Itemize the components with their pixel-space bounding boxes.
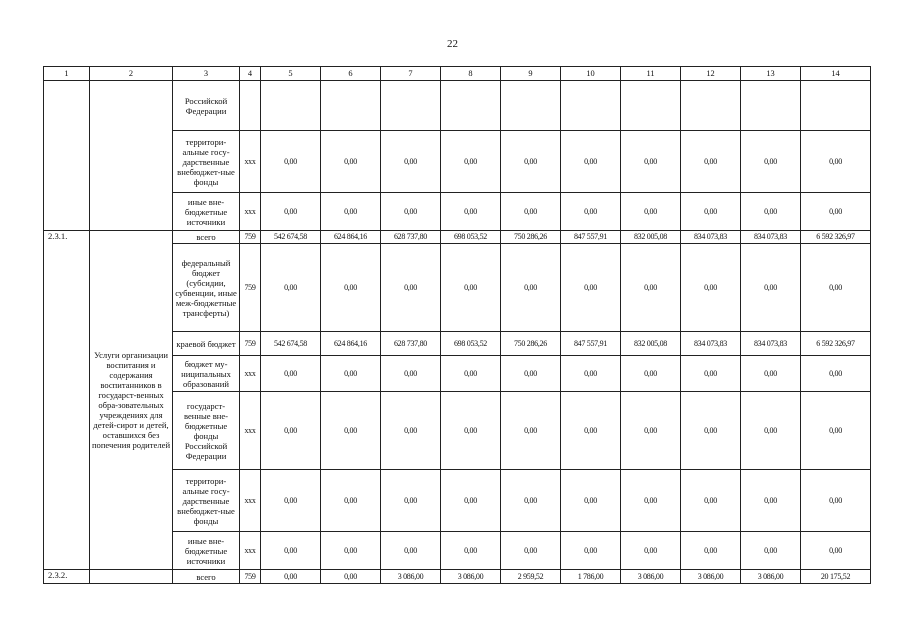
amount-cell: 0,00 xyxy=(261,193,321,231)
funding-source: Российской Федерации xyxy=(173,81,240,131)
column-number: 2 xyxy=(90,67,173,81)
amount-cell: 750 286,26 xyxy=(501,231,561,244)
amount-cell: 0,00 xyxy=(501,532,561,570)
amount-cell: 0,00 xyxy=(501,470,561,532)
amount-cell: 0,00 xyxy=(501,392,561,470)
amount-cell: 0,00 xyxy=(261,244,321,332)
amount-cell: 0,00 xyxy=(801,356,871,392)
amount-cell: 0,00 xyxy=(741,244,801,332)
funding-source: территори-альные госу-дарственные внебюджет-ные фонды xyxy=(173,470,240,532)
amount-cell: 628 737,80 xyxy=(381,332,441,356)
amount-cell: 0,00 xyxy=(621,193,681,231)
table-body xyxy=(44,67,871,584)
amount-cell: 750 286,26 xyxy=(501,332,561,356)
page-number: 22 xyxy=(447,38,458,50)
funding-source: иные вне-бюджетные источники xyxy=(173,193,240,231)
amount-cell: 847 557,91 xyxy=(561,231,621,244)
funding-source: бюджет му-ниципальных образований xyxy=(173,356,240,392)
amount-cell: 542 674,58 xyxy=(261,332,321,356)
amount-cell: 0,00 xyxy=(801,532,871,570)
amount-cell: 0,00 xyxy=(441,470,501,532)
column-number: 8 xyxy=(441,67,501,81)
column-number: 11 xyxy=(621,67,681,81)
amount-cell: 1 786,00 xyxy=(561,570,621,584)
amount-cell: 6 592 326,97 xyxy=(801,332,871,356)
amount-cell: 0,00 xyxy=(441,532,501,570)
amount-cell: 0,00 xyxy=(381,244,441,332)
amount-cell: 834 073,83 xyxy=(741,332,801,356)
column-number: 12 xyxy=(681,67,741,81)
amount-cell: 3 086,00 xyxy=(621,570,681,584)
amount-cell xyxy=(441,81,501,131)
amount-cell: 0,00 xyxy=(261,532,321,570)
amount-cell: 832 005,08 xyxy=(621,231,681,244)
amount-cell xyxy=(501,81,561,131)
amount-cell: 0,00 xyxy=(261,356,321,392)
amount-cell: 0,00 xyxy=(321,131,381,193)
amount-cell xyxy=(381,81,441,131)
funding-source: всего xyxy=(173,570,240,584)
amount-cell: 0,00 xyxy=(561,392,621,470)
amount-cell: 0,00 xyxy=(621,244,681,332)
amount-cell: 0,00 xyxy=(441,392,501,470)
service-name xyxy=(90,570,173,584)
amount-cell: 0,00 xyxy=(381,470,441,532)
column-number: 14 xyxy=(801,67,871,81)
amount-cell xyxy=(261,81,321,131)
amount-cell: 0,00 xyxy=(501,244,561,332)
amount-cell: 698 053,52 xyxy=(441,332,501,356)
amount-cell: 0,00 xyxy=(441,131,501,193)
amount-cell: 0,00 xyxy=(321,532,381,570)
funding-source: всего xyxy=(173,231,240,244)
amount-cell: 2 959,52 xyxy=(501,570,561,584)
budget-code: ххх xyxy=(240,532,261,570)
amount-cell: 6 592 326,97 xyxy=(801,231,871,244)
amount-cell: 0,00 xyxy=(441,244,501,332)
amount-cell: 0,00 xyxy=(561,244,621,332)
amount-cell: 0,00 xyxy=(801,470,871,532)
budget-code: ххх xyxy=(240,470,261,532)
amount-cell: 0,00 xyxy=(501,131,561,193)
amount-cell: 834 073,83 xyxy=(681,332,741,356)
amount-cell: 0,00 xyxy=(561,532,621,570)
amount-cell: 624 864,16 xyxy=(321,332,381,356)
amount-cell: 0,00 xyxy=(621,470,681,532)
amount-cell: 0,00 xyxy=(681,193,741,231)
amount-cell: 0,00 xyxy=(501,193,561,231)
amount-cell: 0,00 xyxy=(501,356,561,392)
amount-cell: 3 086,00 xyxy=(741,570,801,584)
item-number xyxy=(44,81,90,231)
amount-cell xyxy=(621,81,681,131)
budget-code: 759 xyxy=(240,231,261,244)
amount-cell xyxy=(801,81,871,131)
amount-cell xyxy=(741,81,801,131)
amount-cell: 0,00 xyxy=(681,470,741,532)
column-number: 3 xyxy=(173,67,240,81)
amount-cell: 0,00 xyxy=(441,193,501,231)
amount-cell: 0,00 xyxy=(681,392,741,470)
amount-cell: 0,00 xyxy=(381,392,441,470)
amount-cell: 3 086,00 xyxy=(681,570,741,584)
amount-cell: 0,00 xyxy=(561,356,621,392)
amount-cell: 0,00 xyxy=(681,131,741,193)
amount-cell: 0,00 xyxy=(621,131,681,193)
amount-cell: 834 073,83 xyxy=(681,231,741,244)
amount-cell: 0,00 xyxy=(321,392,381,470)
amount-cell: 3 086,00 xyxy=(381,570,441,584)
amount-cell: 847 557,91 xyxy=(561,332,621,356)
budget-code: ххх xyxy=(240,392,261,470)
amount-cell: 0,00 xyxy=(321,470,381,532)
amount-cell: 0,00 xyxy=(801,131,871,193)
amount-cell: 628 737,80 xyxy=(381,231,441,244)
amount-cell: 0,00 xyxy=(741,470,801,532)
amount-cell: 0,00 xyxy=(621,532,681,570)
amount-cell: 0,00 xyxy=(621,392,681,470)
amount-cell: 0,00 xyxy=(261,470,321,532)
column-number: 13 xyxy=(741,67,801,81)
amount-cell: 0,00 xyxy=(681,356,741,392)
funding-source: государст-венные вне-бюджетные фонды Российской Федерации xyxy=(173,392,240,470)
amount-cell: 0,00 xyxy=(381,532,441,570)
column-number: 9 xyxy=(501,67,561,81)
amount-cell: 0,00 xyxy=(261,392,321,470)
amount-cell: 698 053,52 xyxy=(441,231,501,244)
budget-table xyxy=(43,66,871,584)
funding-source: территори-альные госу-дарственные внебюджет-ные фонды xyxy=(173,131,240,193)
amount-cell: 832 005,08 xyxy=(621,332,681,356)
amount-cell xyxy=(321,81,381,131)
amount-cell xyxy=(561,81,621,131)
amount-cell: 20 175,52 xyxy=(801,570,871,584)
amount-cell xyxy=(681,81,741,131)
amount-cell: 0,00 xyxy=(681,244,741,332)
amount-cell: 0,00 xyxy=(321,356,381,392)
budget-code: ххх xyxy=(240,356,261,392)
amount-cell: 542 674,58 xyxy=(261,231,321,244)
column-number: 6 xyxy=(321,67,381,81)
amount-cell: 0,00 xyxy=(681,532,741,570)
budget-code: ххх xyxy=(240,131,261,193)
item-number: 2.3.2. xyxy=(44,570,90,584)
column-number-row xyxy=(44,67,871,81)
amount-cell: 0,00 xyxy=(741,356,801,392)
amount-cell: 0,00 xyxy=(561,193,621,231)
amount-cell: 0,00 xyxy=(261,570,321,584)
funding-source: краевой бюджет xyxy=(173,332,240,356)
amount-cell: 0,00 xyxy=(801,244,871,332)
amount-cell: 0,00 xyxy=(621,356,681,392)
amount-cell: 0,00 xyxy=(261,131,321,193)
amount-cell: 0,00 xyxy=(441,356,501,392)
item-number: 2.3.1. xyxy=(44,231,90,570)
amount-cell: 0,00 xyxy=(741,131,801,193)
amount-cell: 0,00 xyxy=(801,193,871,231)
table-row xyxy=(44,81,871,131)
column-number: 5 xyxy=(261,67,321,81)
amount-cell: 0,00 xyxy=(741,532,801,570)
budget-code: 759 xyxy=(240,244,261,332)
table-row xyxy=(44,231,871,244)
budget-code: ххх xyxy=(240,193,261,231)
amount-cell: 0,00 xyxy=(741,392,801,470)
amount-cell: 0,00 xyxy=(801,392,871,470)
amount-cell: 0,00 xyxy=(381,193,441,231)
column-number: 7 xyxy=(381,67,441,81)
amount-cell: 0,00 xyxy=(321,570,381,584)
service-name: Услуги организации воспитания и содержания воспитанников в государст-венных обра-зовательных учреждениях для детей-сирот и детей, оставшихся без попечения родителей xyxy=(90,231,173,570)
budget-code: 759 xyxy=(240,332,261,356)
column-number: 1 xyxy=(44,67,90,81)
amount-cell: 624 864,16 xyxy=(321,231,381,244)
funding-source: иные вне-бюджетные источники xyxy=(173,532,240,570)
table-row xyxy=(44,570,871,584)
column-number: 4 xyxy=(240,67,261,81)
amount-cell: 0,00 xyxy=(381,356,441,392)
amount-cell: 0,00 xyxy=(561,470,621,532)
budget-code xyxy=(240,81,261,131)
amount-cell: 0,00 xyxy=(321,193,381,231)
amount-cell: 0,00 xyxy=(381,131,441,193)
amount-cell: 0,00 xyxy=(741,193,801,231)
amount-cell: 3 086,00 xyxy=(441,570,501,584)
column-number: 10 xyxy=(561,67,621,81)
budget-code: 759 xyxy=(240,570,261,584)
funding-source: федеральный бюджет (субсидии, субвенции, иные меж-бюджетные трансферты) xyxy=(173,244,240,332)
amount-cell: 0,00 xyxy=(321,244,381,332)
amount-cell: 834 073,83 xyxy=(741,231,801,244)
service-name xyxy=(90,81,173,231)
amount-cell: 0,00 xyxy=(561,131,621,193)
